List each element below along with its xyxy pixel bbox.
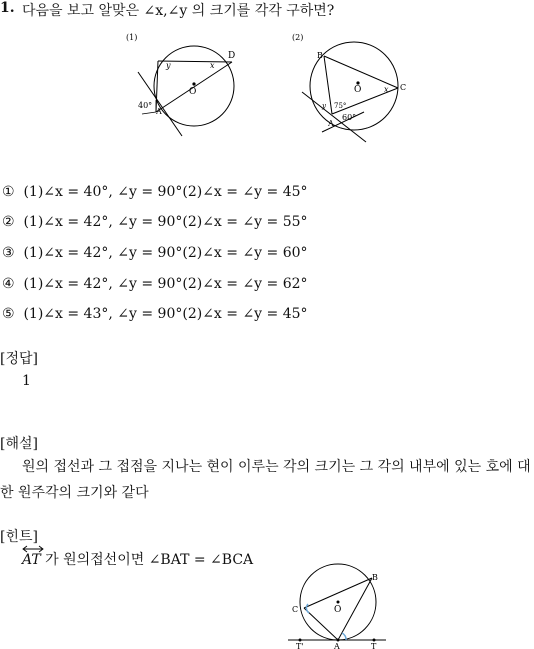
answer-value: 1 <box>22 373 31 389</box>
figure-2-angle-y: y <box>322 102 326 110</box>
hint-center-dot <box>337 601 340 604</box>
figure-2-point-b: B <box>317 51 323 60</box>
figure-1-given-angle: 40° <box>138 101 153 110</box>
figure-1-angle-x: x <box>210 61 215 70</box>
choice-3[interactable] <box>2 245 308 261</box>
choice-4-text: (1)∠x = 42°, ∠y = 90°(2)∠x = ∠y = 62° <box>23 276 308 292</box>
figure-1-point-a: A <box>156 107 162 116</box>
hint-line <box>22 549 253 569</box>
figure-2-given-angle-2: 60° <box>342 113 357 122</box>
hint-angle-c-mark <box>306 604 309 613</box>
choice-3-text: (1)∠x = 42°, ∠y = 90°(2)∠x = ∠y = 60° <box>23 245 308 261</box>
hint-text: 가 원의접선이면 ∠BAT = ∠BCA <box>40 552 254 568</box>
figure-2-center-label: O <box>354 85 362 95</box>
answer-label: [정답] <box>0 351 38 367</box>
figure-1-circle <box>154 46 234 126</box>
choice-3-marker: ③ <box>2 245 15 261</box>
hint-point-t2: T' <box>296 642 304 649</box>
figure-1-angle-y: y <box>166 61 171 70</box>
tangent-line-name: AT <box>22 552 41 568</box>
hint-point-a: A <box>334 642 340 649</box>
tangent-line-symbol <box>22 552 41 568</box>
figure-1-center-label: O <box>189 87 197 97</box>
hint-chord-ba <box>338 578 372 640</box>
choice-5[interactable] <box>2 306 308 322</box>
hint-center-label: O <box>334 605 342 615</box>
choice-5-marker: ⑤ <box>2 306 15 322</box>
choice-2-marker: ② <box>2 214 15 230</box>
hint-point-t: T <box>371 642 377 649</box>
figure-2-tangent <box>302 92 366 142</box>
choice-4-marker: ④ <box>2 276 15 292</box>
choice-2-text: (1)∠x = 42°, ∠y = 90°(2)∠x = ∠y = 55° <box>23 214 308 230</box>
figure-2-diagram <box>288 28 418 148</box>
hint-point-b: B <box>372 573 378 582</box>
explanation-text: 원의 접선과 그 접점을 지나는 현이 이루는 각의 크기는 그 각의 내부에 있는 호에 대한 원주각의 크기와 같다 <box>0 459 531 501</box>
choice-1-text: (1)∠x = 40°, ∠y = 90°(2)∠x = ∠y = 45° <box>23 184 308 200</box>
choice-1[interactable] <box>2 184 308 200</box>
figure-1-center-dot <box>192 82 195 85</box>
figure-2-chord-bc <box>324 56 398 88</box>
hint-figure-diagram <box>286 562 390 649</box>
figure-1-tag: (1) <box>126 33 138 42</box>
explanation-label: [해설] <box>0 436 38 452</box>
hint-angle-a-mark <box>342 633 346 640</box>
figure-2-tag: (2) <box>292 33 304 42</box>
choice-5-text: (1)∠x = 43°, ∠y = 90°(2)∠x = ∠y = 45° <box>23 306 308 322</box>
hint-point-c: C <box>292 605 299 614</box>
choice-4[interactable] <box>2 276 308 292</box>
figure-1-point-d: D <box>228 51 236 61</box>
question-number: 1. <box>0 0 15 16</box>
choice-1-marker: ① <box>2 184 15 200</box>
figure-2-point-c: C <box>400 83 407 92</box>
figure-1-diagram <box>120 28 260 148</box>
figure-2-given-angle-1: 75° <box>334 102 347 110</box>
question-text: 다음을 보고 알맞은 ∠x,∠y 의 크기를 각각 구하면? <box>22 3 335 19</box>
figure-2-angle-x: x <box>384 85 389 94</box>
choice-2[interactable] <box>2 214 308 230</box>
figure-1-diameter <box>156 61 158 112</box>
hint-label: [힌트] <box>0 529 38 545</box>
double-arrow-icon <box>22 545 44 553</box>
figure-2-point-a: A <box>328 119 334 128</box>
